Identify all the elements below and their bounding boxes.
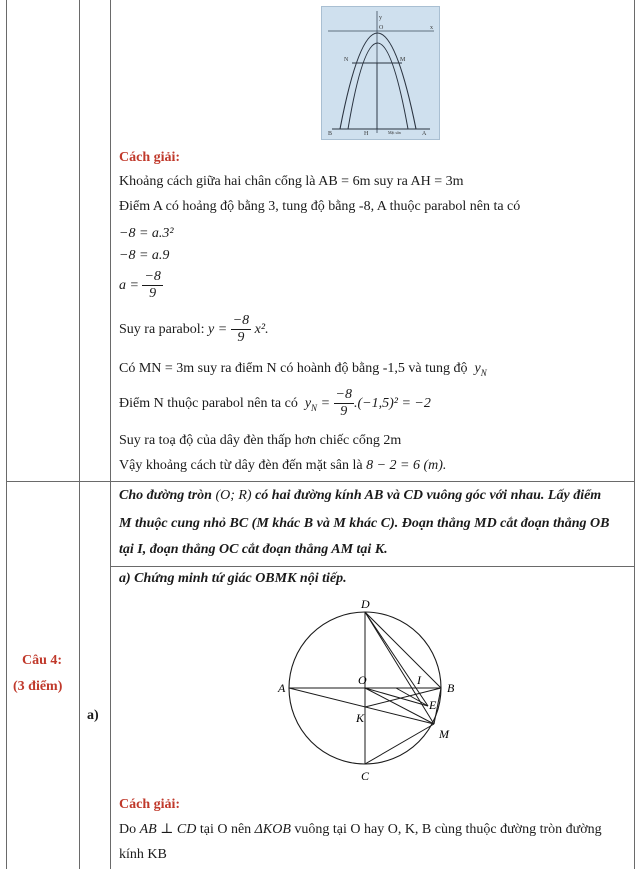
part-a-solution-line1 — [119, 821, 602, 839]
photo-label-h: H — [364, 131, 369, 137]
question4-points: (3 điểm) — [13, 679, 63, 694]
solution-heading: Cách giải: — [119, 150, 181, 165]
label-b: B — [447, 681, 455, 695]
parabola-lhs: y = — [208, 322, 228, 337]
label-k: K — [356, 711, 365, 725]
equation-2: −8 = a.9 — [119, 248, 170, 263]
point-n-denominator: 9 — [340, 404, 348, 420]
point-n-sub: N — [311, 402, 318, 413]
distance-line — [119, 457, 446, 475]
segment-dm — [365, 612, 434, 724]
gate-photo — [321, 6, 440, 140]
photo-label-y: y — [379, 15, 382, 21]
segment-cm — [365, 724, 434, 764]
sol-line1-b: tại O nên — [199, 822, 252, 837]
point-n-fraction — [334, 387, 354, 420]
photo-label-o: O — [379, 25, 384, 31]
table-border-right — [634, 0, 635, 869]
equation-3-numerator: −8 — [144, 269, 161, 285]
lamp-line: Suy ra toạ độ của dây đèn thấp hơn chiếc cổng 2m — [119, 433, 402, 448]
photo-label-x: x — [430, 25, 433, 31]
mn-line-text: Có MN = 3m suy ra điểm N có hoành độ bằng -1,5 và tung độ — [119, 361, 468, 376]
photo-label-n: N — [344, 57, 349, 63]
equation-3-denominator: 9 — [149, 286, 157, 302]
sol-line1-a: Do — [119, 822, 137, 837]
sol-line1-c: vuông tại O hay O, K, B cùng thuộc đường tròn đường — [294, 822, 602, 837]
parabola-gate-diagram — [322, 7, 439, 139]
mn-sub: N — [480, 367, 487, 378]
question4-statement-line1 — [119, 487, 601, 505]
segment-de — [365, 612, 428, 706]
photo-label-m: M — [400, 57, 406, 63]
equation-3 — [119, 269, 163, 303]
segment-db — [365, 612, 441, 688]
table-divider-col2 — [110, 0, 111, 869]
part-a-solution-heading: Cách giải: — [119, 797, 181, 812]
point-n-rhs: .(−1,5)² = −2 — [353, 396, 431, 411]
label-d: D — [361, 597, 370, 611]
circle-geometry-figure — [276, 596, 466, 786]
part-a-label: a) — [87, 708, 99, 723]
question4-statement-line2: M thuộc cung nhỏ BC (M khác B và M khác C). Đoạn thẳng MD cắt đoạn thẳng OB — [119, 516, 610, 531]
parabola-prefix: Suy ra parabol: — [119, 322, 205, 337]
label-i: I — [417, 673, 421, 687]
question4-statement-line3: tại I, đoạn thẳng OC cắt đoạn thẳng AM tại K. — [119, 542, 388, 557]
parabola-denominator: 9 — [237, 330, 245, 346]
statement-line1-a: Cho đường tròn — [119, 488, 212, 503]
photo-label-a: A — [422, 131, 427, 137]
label-c: C — [361, 769, 370, 783]
distance-prefix: Vậy khoảng cách từ dây đèn đến mặt sân là — [119, 458, 363, 473]
label-m: M — [439, 727, 449, 741]
point-n-line — [119, 386, 431, 426]
question4-title: Câu 4: — [22, 653, 63, 668]
equation-3-fraction — [142, 269, 162, 302]
point-n-lhs: $y_N$ = — [304, 396, 331, 413]
row-divider-part-a — [110, 566, 635, 567]
photo-label-b: B — [328, 131, 333, 137]
statement-circle: (O; R) — [215, 488, 252, 503]
photo-label-ground: Mặt sân — [388, 130, 401, 135]
table-divider-col1 — [79, 0, 80, 869]
parabola-line — [119, 313, 269, 347]
parabola-rhs: x². — [254, 322, 269, 337]
sol-triangle: ΔKOB — [254, 822, 291, 837]
mn-var: y — [474, 361, 481, 376]
part-a-solution-line2: kính KB — [119, 847, 167, 862]
equation-3-lhs: a = — [119, 278, 139, 293]
parabola-numerator: −8 — [232, 313, 250, 329]
parabola-fraction — [231, 313, 251, 346]
mn-line — [119, 360, 487, 382]
distance-expression: 8 − 2 = 6 (m). — [366, 458, 447, 473]
solution-line-point-a: Điểm A có hoảng độ bằng 3, tung độ bằng -8, A thuộc parabol nên ta có — [119, 199, 521, 214]
equation-1: −8 = a.3² — [119, 226, 174, 241]
row-divider-question4 — [6, 481, 635, 482]
table-border-left — [6, 0, 7, 869]
statement-line1-b: có hai đường kính AB và CD vuông góc với nhau. Lấy điểm — [255, 488, 602, 503]
solution-line-ab: Khoảng cách giữa hai chân cổng là AB = 6m suy ra AH = 3m — [119, 174, 464, 189]
segment-om — [365, 688, 434, 724]
point-n-var: y — [304, 396, 312, 411]
segment-oe — [365, 688, 428, 706]
label-e: E — [429, 698, 437, 712]
segment-ie — [396, 688, 428, 706]
label-a: A — [278, 681, 286, 695]
point-n-numerator: −8 — [335, 387, 352, 403]
label-o: O — [358, 673, 367, 687]
part-a-task: a) Chứng minh tứ giác OBMK nội tiếp. — [119, 571, 347, 586]
sol-perp: AB ⊥ CD — [139, 822, 197, 837]
mn-line-var — [471, 361, 487, 376]
point-n-prefix: Điểm N thuộc parabol nên ta có — [119, 396, 298, 411]
